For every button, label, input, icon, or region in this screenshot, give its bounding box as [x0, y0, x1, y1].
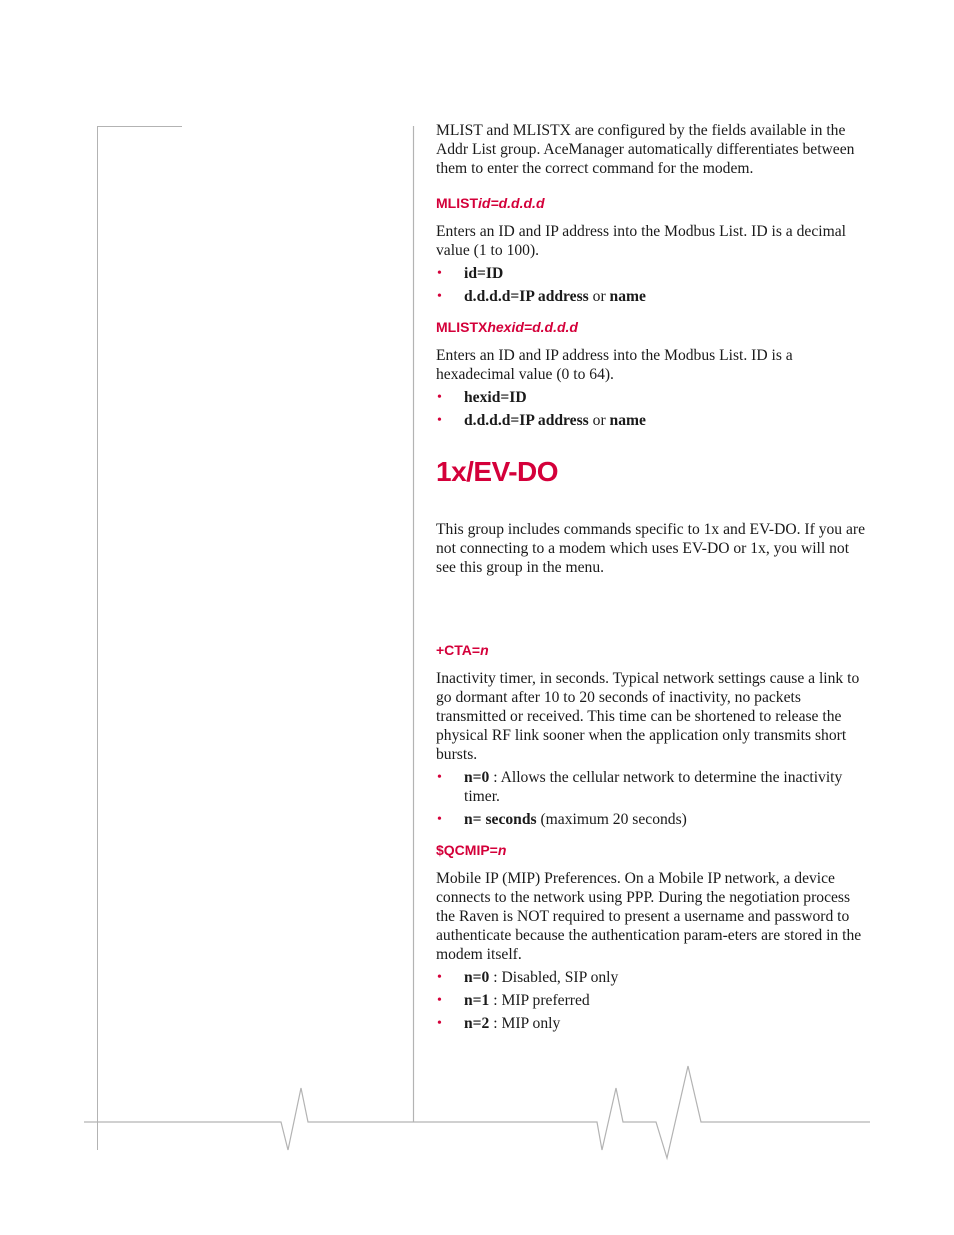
- section-description: This group includes commands specific to 1x and EV-DO. If you are not connecting to a modem which uses EV-DO or 1x, you will not see this group in the menu.: [436, 521, 866, 576]
- cta-heading: [436, 641, 868, 659]
- bullet-text: (maximum 20 seconds): [536, 811, 687, 828]
- list-item: [436, 768, 868, 806]
- mlist-bullets: [436, 264, 868, 306]
- mlistx-arg: hexid=d.d.d.d: [487, 319, 578, 335]
- bullet-term: d.d.d.d=IP address: [464, 288, 589, 305]
- bullet-icon: •: [437, 993, 442, 1008]
- qcmip-bullets: [436, 968, 868, 1033]
- bullet-text: : MIP only: [489, 1015, 561, 1032]
- list-item: [436, 264, 868, 283]
- bullet-term: hexid=ID: [464, 389, 527, 406]
- bullet-term: n=0: [464, 969, 490, 986]
- bullet-term: name: [609, 412, 646, 429]
- mlistx-description: Enters an ID and IP address into the Modbus List. ID is a hexadecimal value (0 to 64).: [436, 347, 793, 383]
- qcmip-cmd: $QCMIP=: [436, 842, 498, 858]
- bullet-icon: •: [437, 390, 442, 405]
- list-item: [436, 968, 868, 987]
- intro-paragraph: MLIST and MLISTX are configured by the fields available in the Addr List group. AceManager automatically differentiates between them to enter the correct command for the modem.: [436, 122, 855, 177]
- bullet-term: n=0: [464, 769, 490, 786]
- mlist-heading: [436, 194, 868, 212]
- bullet-term: d.d.d.d=IP address: [464, 412, 589, 429]
- mlistx-block: [436, 318, 868, 430]
- bullet-term: id=ID: [464, 265, 504, 282]
- bullet-term: n= seconds: [464, 811, 537, 828]
- bullet-icon: •: [437, 770, 442, 785]
- cta-cmd: +CTA=: [436, 642, 481, 658]
- list-item: [436, 411, 868, 430]
- cta-block: [436, 641, 868, 829]
- content-column: [436, 121, 868, 1037]
- cta-bullets: [436, 768, 868, 829]
- mlist-description: Enters an ID and IP address into the Modbus List. ID is a decimal value (1 to 100).: [436, 223, 846, 259]
- bullet-text: : Disabled, SIP only: [489, 969, 619, 986]
- bullet-icon: •: [437, 266, 442, 281]
- qcmip-heading: [436, 841, 868, 859]
- mlist-block: [436, 194, 868, 306]
- qcmip-block: [436, 841, 868, 1033]
- bullet-text: or: [588, 412, 610, 429]
- bullet-text: or: [588, 288, 610, 305]
- bullet-icon: •: [437, 970, 442, 985]
- section-title: 1x/EV-DO: [436, 456, 559, 487]
- bullet-text: : Allows the cellular network to determine the inactivity timer.: [464, 769, 843, 805]
- list-item: [436, 1014, 868, 1033]
- section-block: [436, 456, 868, 577]
- list-item: [436, 810, 868, 829]
- list-item: [436, 388, 868, 407]
- footer-waveform-rule: [84, 1066, 870, 1158]
- bullet-icon: •: [437, 413, 442, 428]
- bullet-icon: •: [437, 1016, 442, 1031]
- mlist-arg: id=d.d.d.d: [478, 195, 545, 211]
- mlist-cmd: MLIST: [436, 195, 478, 211]
- bullet-term: n=2: [464, 1015, 490, 1032]
- bullet-icon: •: [437, 812, 442, 827]
- mlistx-heading: [436, 318, 868, 336]
- bullet-icon: •: [437, 289, 442, 304]
- qcmip-arg: n: [497, 842, 507, 858]
- cta-description: Inactivity timer, in seconds. Typical network settings cause a link to go dormant after 10 to 20 seconds of inactivity, no packets transmitted or received. This time can be shortened to release the physical RF link sooner when the application only transmits short bursts.: [436, 670, 860, 763]
- bullet-term: name: [609, 288, 646, 305]
- bullet-text: : MIP preferred: [489, 992, 590, 1009]
- bullet-term: n=1: [464, 992, 490, 1009]
- qcmip-description: Mobile IP (MIP) Preferences. On a Mobile IP network, a device connects to the network using PPP. During the negotiation process the Raven is NOT required to present a username and password to authenticate because the authentication param-eters are stored in the modem itself.: [436, 870, 862, 963]
- list-item: [436, 287, 868, 306]
- list-item: [436, 991, 868, 1010]
- cta-arg: n: [480, 642, 489, 658]
- mlistx-cmd: MLISTX: [436, 319, 488, 335]
- mlistx-bullets: [436, 388, 868, 430]
